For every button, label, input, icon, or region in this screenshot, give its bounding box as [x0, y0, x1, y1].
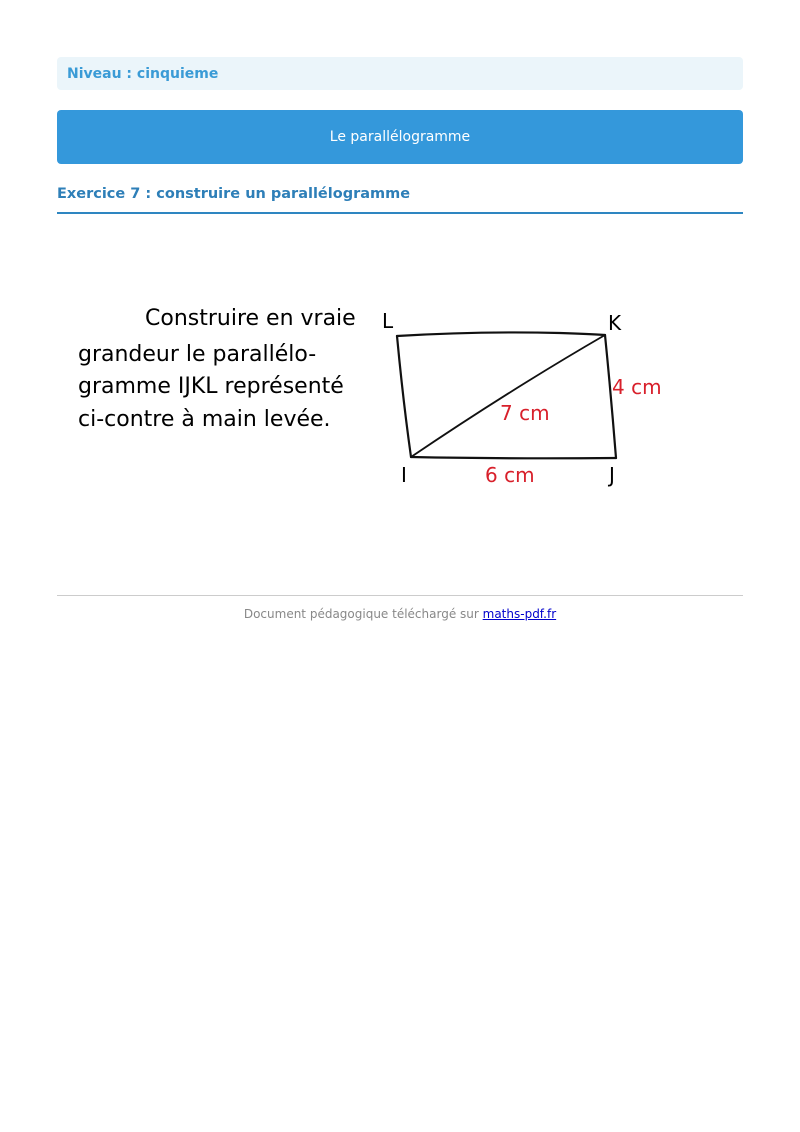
footer-text: Document pédagogique téléchargé sur	[243, 607, 483, 621]
footer-divider	[57, 595, 743, 596]
vertex-label-k: K	[608, 311, 622, 335]
level-box	[57, 57, 743, 90]
footer-link[interactable]: maths-pdf.fr	[482, 607, 557, 621]
footer	[57, 607, 743, 621]
statement-line-4: ci-contre à main levée.	[78, 407, 331, 432]
exercise-heading: Exercice 7 : construire un parallélogramme	[57, 186, 743, 214]
measure-diagonal: 7 cm	[500, 401, 550, 425]
measure-side-right: 4 cm	[612, 375, 662, 399]
side-ij	[411, 457, 616, 458]
level-text: Niveau : cinquieme	[67, 65, 219, 82]
page-title: Le parallélogramme	[329, 129, 471, 145]
vertex-label-l: L	[382, 309, 394, 333]
title-banner	[57, 110, 743, 164]
vertex-label-i: I	[401, 463, 407, 487]
parallelogram-sketch	[60, 290, 700, 500]
vertex-label-j: J	[609, 463, 615, 487]
side-li	[397, 336, 411, 457]
statement-line-2: grandeur le parallélo-	[78, 342, 317, 367]
exercise-figure	[60, 290, 700, 500]
diagonal-ik	[411, 335, 605, 457]
statement-line-1: Construire en vraie	[145, 306, 356, 331]
side-lk	[397, 332, 605, 336]
statement-line-3: gramme IJKL représenté	[78, 374, 344, 399]
measure-side-bottom: 6 cm	[485, 463, 535, 487]
